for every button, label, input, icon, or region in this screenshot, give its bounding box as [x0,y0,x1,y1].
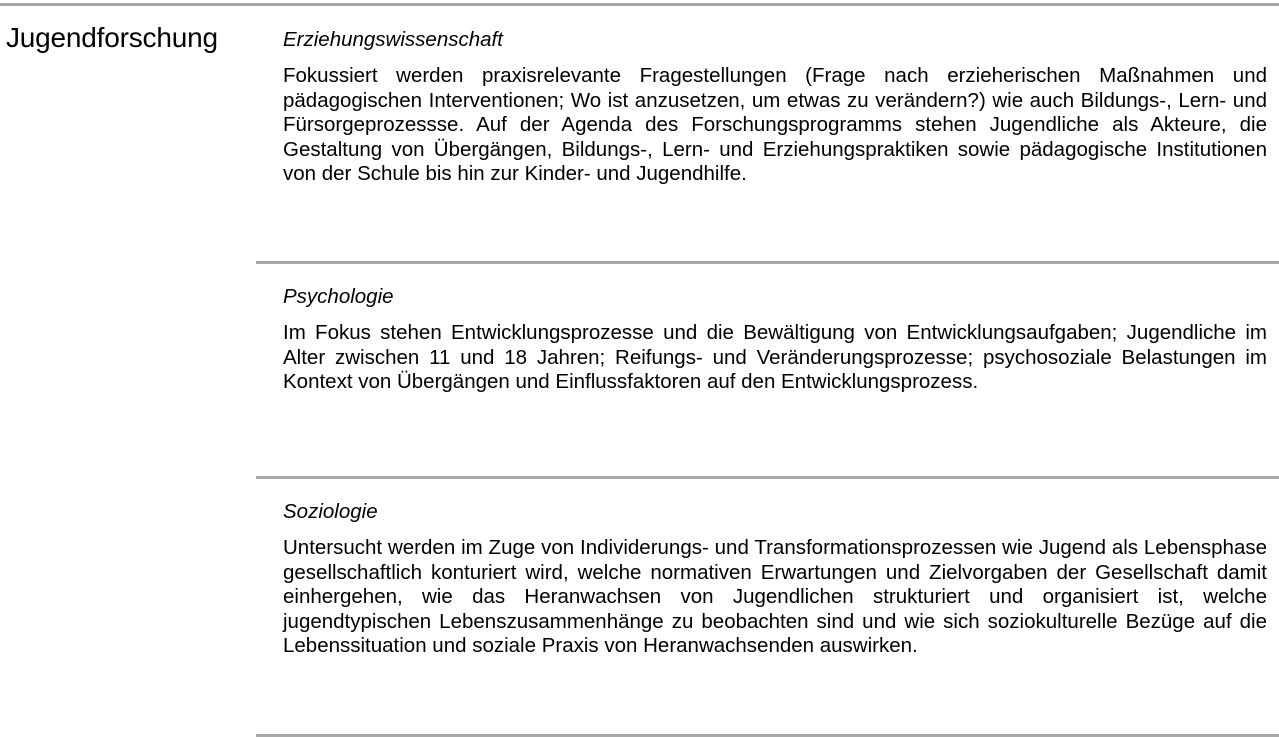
section-heading: Psychologie [283,285,394,308]
section-psychologie [283,283,1267,395]
section-body: Im Fokus stehen Entwicklungsprozesse und die Bewältigung von Entwicklungsaufgaben; Jugendliche im Alter zwischen 11 und 18 Jahren; Reifungs- und Veränderungsprozesse; psychosoziale Belastungen im Kontext von Übergängen und Einflussfaktoren auf den Entwicklungsprozess. [283,321,1267,394]
section-heading: Erziehungswissenschaft [283,28,503,51]
section-erziehungswissenschaft [283,26,1267,187]
top-divider [0,3,1279,6]
section-heading: Soziologie [283,500,378,523]
section-divider [256,261,1279,264]
section-divider [256,734,1279,737]
section-soziologie [283,498,1267,659]
section-divider [256,476,1279,479]
section-body: Fokussiert werden praxisrelevante Fragestellungen (Frage nach erzieherischen Maßnahmen und pädagogischen Interventionen; Wo ist anzusetzen, um etwas zu verändern?) wie auch Bildungs-, Lern- und Fürsorgeprozessse. Auf der Agenda des Forschungsprogramms stehen Jugendliche als Akteure, die Gestaltung von Übergängen, Bildungs-, Lern- und Erziehungspraktiken sowie pädagogische Institutionen von der Schule bis hin zur Kinder- und Jugendhilfe. [283,64,1267,186]
section-body: Untersucht werden im Zuge von Individerungs- und Transformationsprozessen wie Jugend als Lebensphase gesellschaftlich konturiert wird, welche normativen Erwartungen und Zielvorgaben der Gesellschaft damit einhergehen, wie das Heranwachsen von Jugendlichen strukturiert und organisiert ist, welche jugendtypischen Lebenszusammenhänge zu beobachten sind und wie sich soziokulturelle Bezüge auf die Lebenssituation und soziale Praxis von Heranwachsenden auswirken. [283,536,1267,658]
row-title: Jugendforschung [6,22,218,53]
